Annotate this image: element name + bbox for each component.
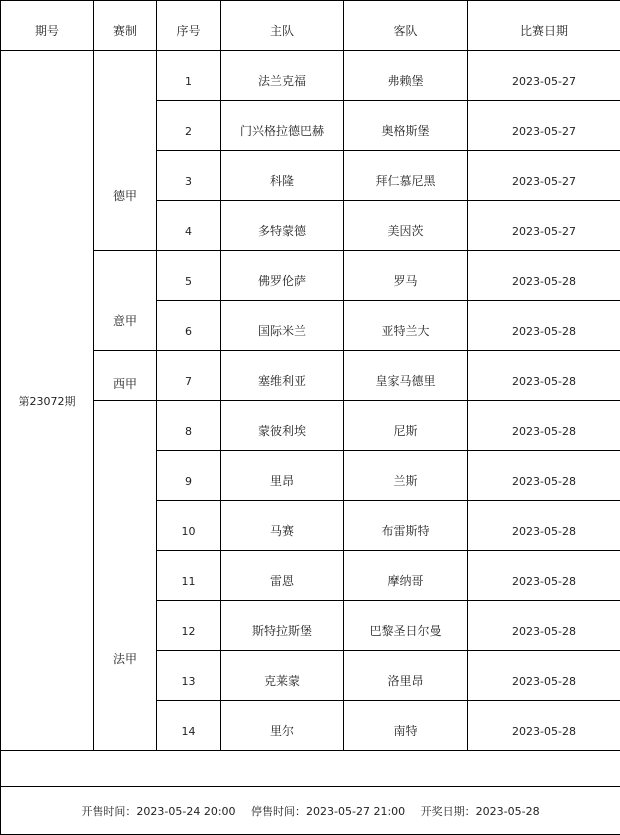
home-team-text: 马赛 [270,522,294,539]
match-date-cell [468,651,620,701]
home-team-cell [221,51,344,101]
match-date-text: 2023-05-28 [512,325,576,338]
match-date-cell [468,351,620,401]
seq-text: 14 [182,725,196,738]
match-date-text: 2023-05-28 [512,475,576,488]
away-team-text: 摩纳哥 [387,572,423,589]
home-team-cell [221,651,344,701]
table-row [1,351,620,401]
sale-start-time: 开售时间：2023-05-24 20:00 [81,805,235,818]
home-team-cell [221,251,344,301]
seq-cell [157,601,221,651]
home-team-text: 塞维利亚 [258,372,306,389]
seq-text: 1 [185,75,192,88]
away-team-cell [344,551,468,601]
league-name: 德甲 [113,187,137,204]
seq-text: 12 [182,625,196,638]
match-date-cell [468,51,620,101]
away-team-text: 尼斯 [393,422,417,439]
away-team-text: 南特 [393,722,417,739]
seq-cell [157,451,221,501]
away-team-text: 弗赖堡 [387,72,423,89]
seq-cell [157,101,221,151]
header-seq: 序号 [157,1,221,51]
league-name: 意甲 [113,312,137,329]
header-row [1,1,620,51]
away-team-cell [344,201,468,251]
home-team-text: 多特蒙德 [258,222,306,239]
away-team-cell [344,701,468,751]
seq-text: 10 [182,525,196,538]
away-team-cell [344,451,468,501]
away-team-cell [344,151,468,201]
away-team-cell [344,601,468,651]
home-team-cell [221,601,344,651]
table-row [1,51,620,101]
home-team-cell [221,201,344,251]
away-team-cell [344,651,468,701]
league-name: 法甲 [113,650,137,667]
match-date-text: 2023-05-28 [512,375,576,388]
home-team-text: 里尔 [270,722,294,739]
header-period: 期号 [1,1,94,51]
blank-cell [1,751,620,787]
match-date-cell [468,251,620,301]
home-team-text: 科隆 [270,172,294,189]
header-format: 赛制 [94,1,157,51]
home-team-cell [221,151,344,201]
seq-cell [157,701,221,751]
seq-cell [157,651,221,701]
away-team-text: 奥格斯堡 [381,122,429,139]
match-date-text: 2023-05-28 [512,575,576,588]
home-team-cell [221,501,344,551]
match-date-cell [468,701,620,751]
match-date-cell [468,201,620,251]
match-date-text: 2023-05-28 [512,525,576,538]
away-team-text: 亚特兰大 [381,322,429,339]
seq-cell [157,501,221,551]
seq-cell [157,51,221,101]
match-date-text: 2023-05-28 [512,625,576,638]
seq-text: 8 [185,425,192,438]
match-date-text: 2023-05-28 [512,675,576,688]
seq-cell [157,201,221,251]
table-row [1,251,620,301]
league-cell [94,401,157,751]
league-name: 西甲 [113,375,137,392]
away-team-text: 巴黎圣日尔曼 [369,622,441,639]
league-cell [94,51,157,251]
seq-cell [157,251,221,301]
away-team-text: 罗马 [393,272,417,289]
away-team-text: 拜仁慕尼黑 [375,172,435,189]
footer-row [1,787,620,835]
seq-cell [157,351,221,401]
seq-cell [157,151,221,201]
match-date-text: 2023-05-27 [512,175,576,188]
home-team-text: 门兴格拉德巴赫 [240,122,324,139]
match-date-cell [468,601,620,651]
away-team-cell [344,251,468,301]
header-home: 主队 [221,1,344,51]
home-team-text: 国际米兰 [258,322,306,339]
match-date-cell [468,501,620,551]
home-team-text: 法兰克福 [258,72,306,89]
seq-text: 9 [185,475,192,488]
away-team-text: 兰斯 [393,472,417,489]
away-team-cell [344,301,468,351]
away-team-text: 美因茨 [387,222,423,239]
match-date-cell [468,151,620,201]
home-team-text: 佛罗伦萨 [258,272,306,289]
match-date-cell [468,401,620,451]
match-date-cell [468,551,620,601]
seq-cell [157,301,221,351]
home-team-cell [221,451,344,501]
header-date: 比赛日期 [468,1,620,51]
seq-cell [157,551,221,601]
away-team-text: 洛里昂 [387,672,423,689]
away-team-cell [344,351,468,401]
away-team-cell [344,51,468,101]
footer-cell [1,787,620,835]
sale-stop-time: 停售时间：2023-05-27 21:00 [251,805,405,818]
match-date-cell [468,451,620,501]
home-team-text: 蒙彼利埃 [258,422,306,439]
home-team-cell [221,551,344,601]
match-date-text: 2023-05-27 [512,225,576,238]
seq-text: 13 [182,675,196,688]
home-team-cell [221,401,344,451]
seq-text: 5 [185,275,192,288]
match-date-cell [468,301,620,351]
match-date-cell [468,101,620,151]
match-date-text: 2023-05-27 [512,125,576,138]
match-date-text: 2023-05-28 [512,425,576,438]
match-date-text: 2023-05-28 [512,725,576,738]
match-rows [1,51,620,751]
match-date-text: 2023-05-28 [512,275,576,288]
home-team-cell [221,701,344,751]
header-away: 客队 [344,1,468,51]
away-team-cell [344,501,468,551]
draw-date: 开奖日期：2023-05-28 [421,805,540,818]
match-date-text: 2023-05-27 [512,75,576,88]
seq-text: 11 [182,575,196,588]
home-team-cell [221,351,344,401]
period-cell: 第23072期 [1,51,94,751]
away-team-cell [344,101,468,151]
seq-cell [157,401,221,451]
home-team-text: 克莱蒙 [264,672,300,689]
seq-text: 2 [185,125,192,138]
home-team-text: 雷恩 [270,572,294,589]
seq-text: 7 [185,375,192,388]
seq-text: 6 [185,325,192,338]
league-cell [94,351,157,401]
away-team-text: 布雷斯特 [381,522,429,539]
away-team-text: 皇家马德里 [375,372,435,389]
home-team-text: 斯特拉斯堡 [252,622,312,639]
seq-text: 3 [185,175,192,188]
home-team-text: 里昂 [270,472,294,489]
blank-row [1,751,620,787]
seq-text: 4 [185,225,192,238]
home-team-cell [221,301,344,351]
home-team-cell [221,101,344,151]
away-team-cell [344,401,468,451]
table-row [1,401,620,451]
league-cell [94,251,157,351]
